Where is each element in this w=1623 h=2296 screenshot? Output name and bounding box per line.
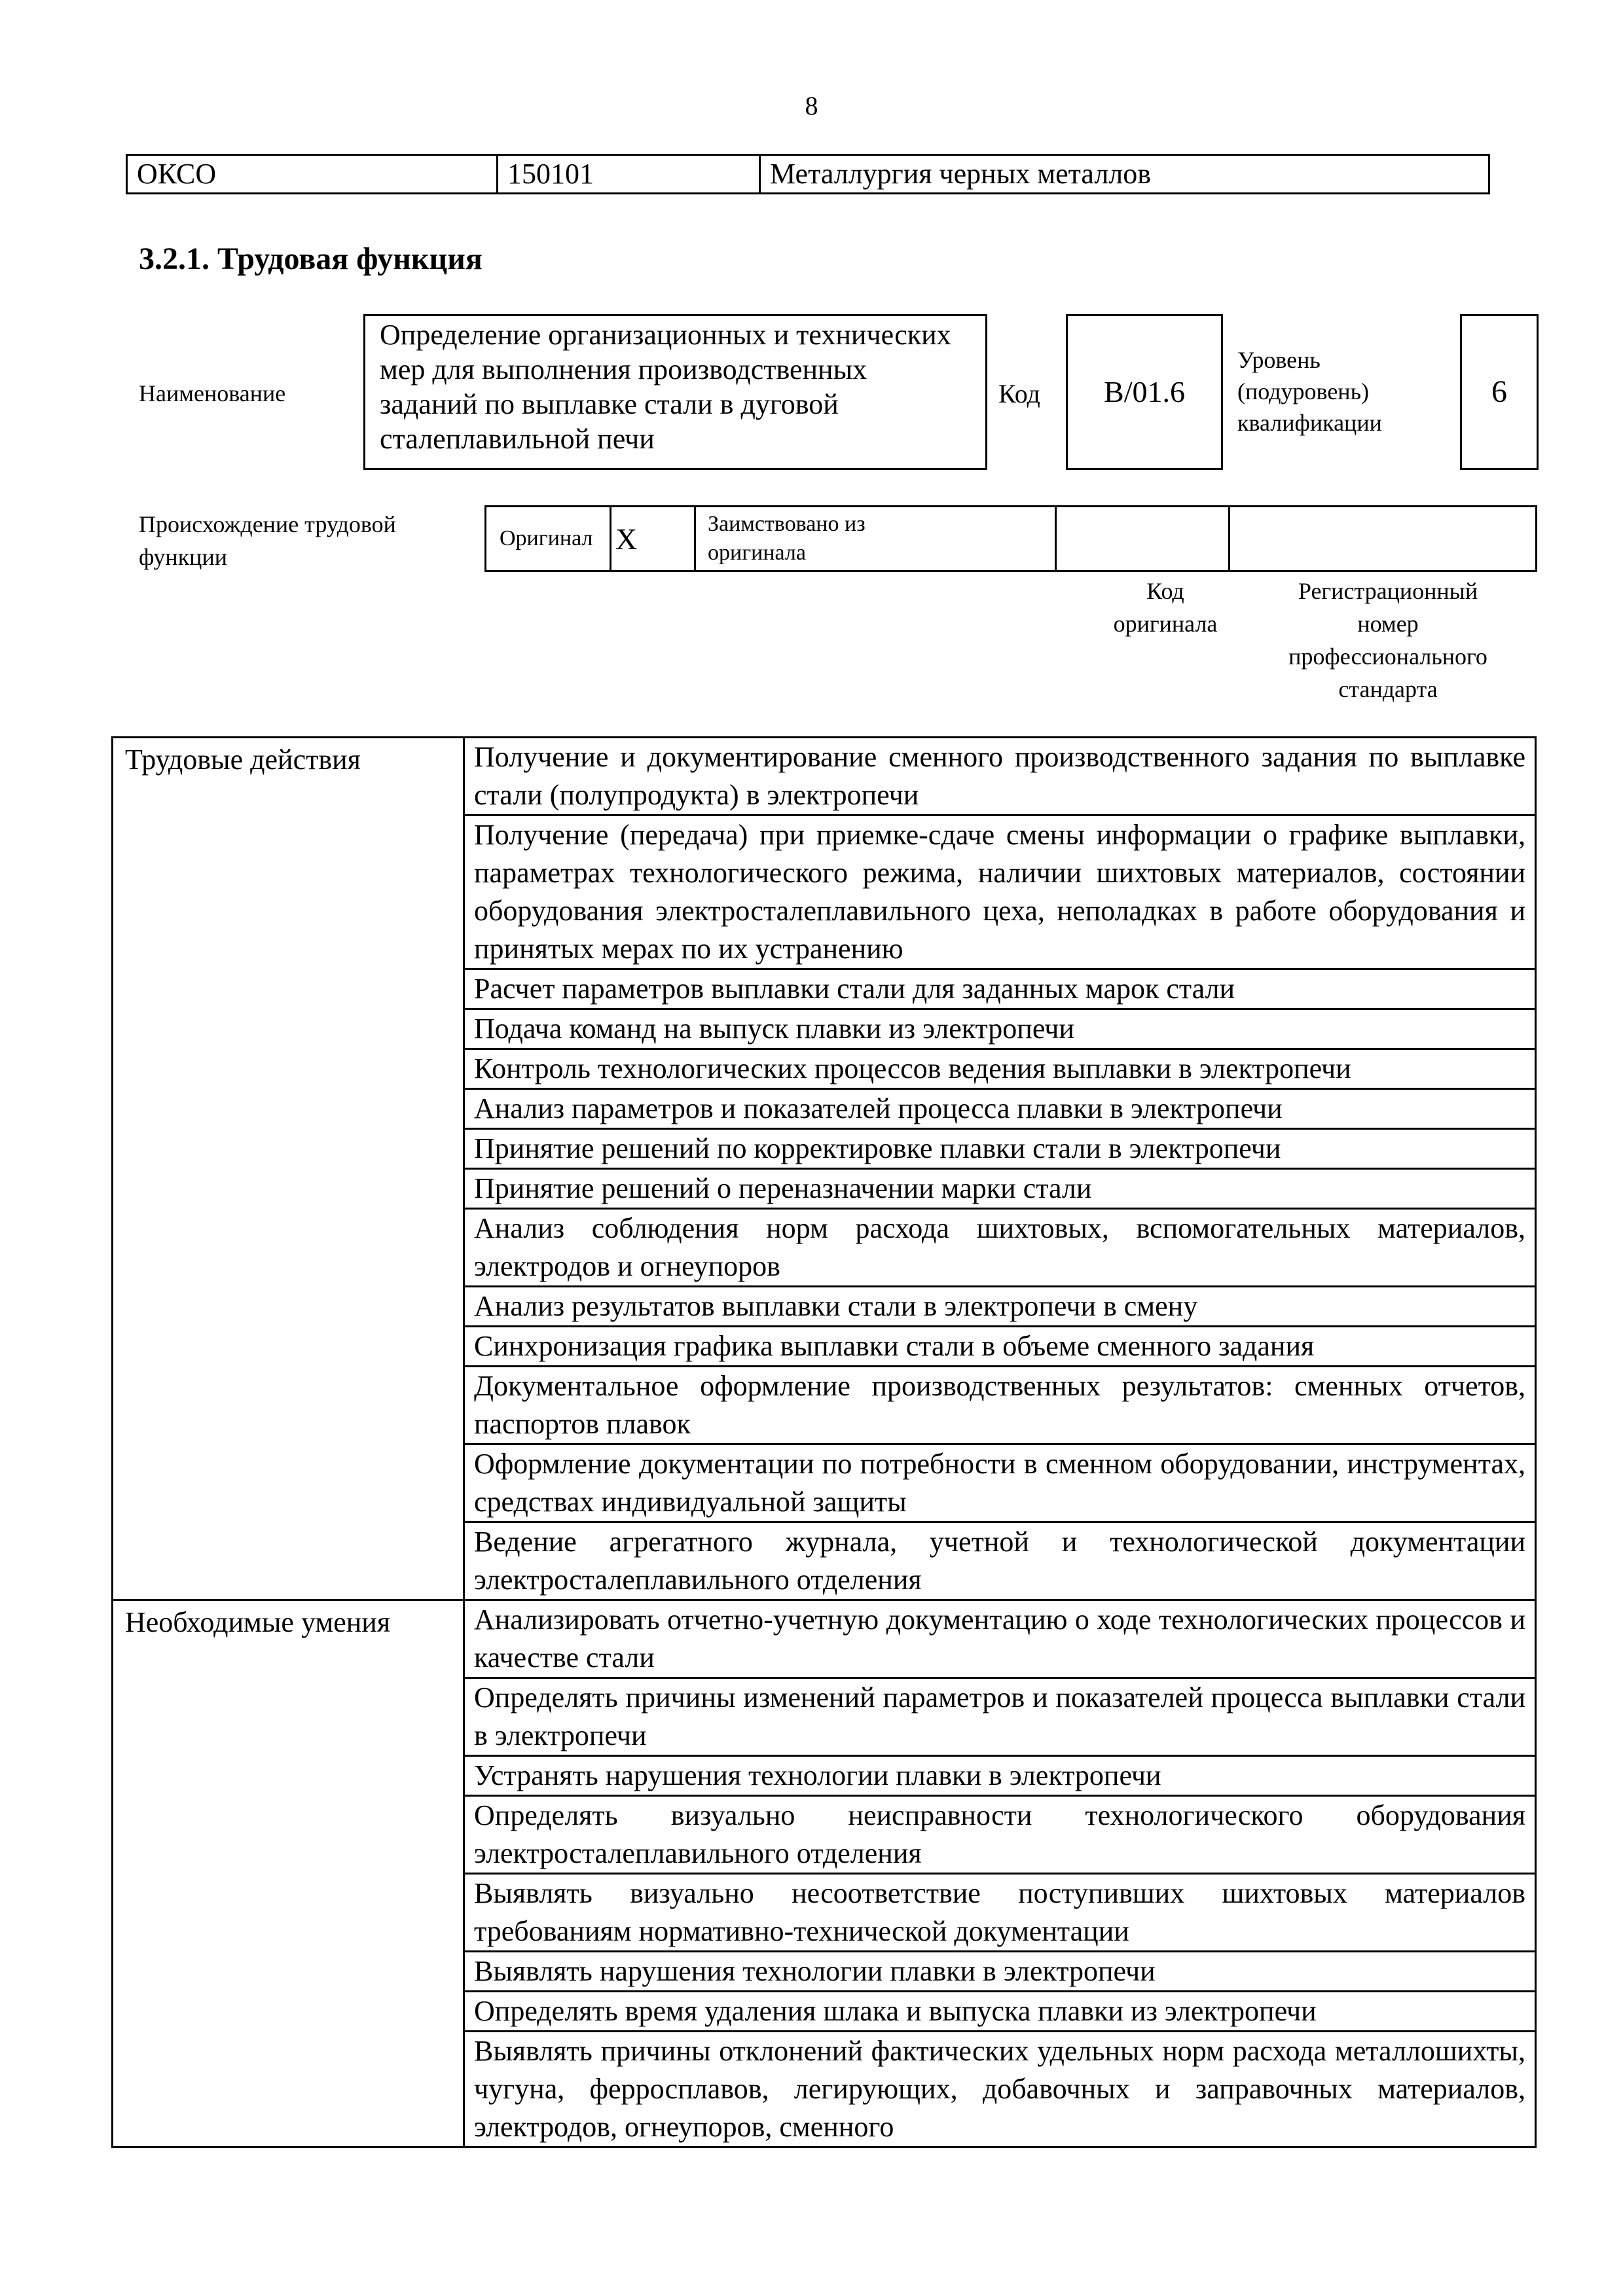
level-label-line: Уровень	[1237, 347, 1321, 373]
required-skill-item: Выявлять визуально несоответствие поступивших шихтовых материалов требованиям нормативно-технической документации	[464, 1874, 1536, 1952]
caption-line: стандарта	[1338, 676, 1438, 702]
borrowed-label-line: оригинала	[708, 541, 806, 565]
borrowed-label	[695, 507, 1056, 571]
labor-action-item: Анализ соблюдения норм расхода шихтовых, вспомогательных материалов, электродов и огнеупоров	[464, 1209, 1536, 1287]
labor-action-item: Анализ результатов выплавки стали в электропечи в смену	[464, 1287, 1536, 1327]
code-label: Код	[998, 379, 1040, 408]
required-skill-item: Анализировать отчетно-учетную документацию о ходе технологических процессов и качестве стали	[464, 1600, 1536, 1678]
labor-action-item: Анализ параметров и показателей процесса плавки в электропечи	[464, 1089, 1536, 1129]
caption-line: профессионального	[1288, 643, 1487, 670]
registration-number-caption	[1257, 575, 1519, 706]
page-number: 8	[805, 91, 818, 120]
labor-action-item: Ведение агрегатного журнала, учетной и технологической документации электросталеплавильного отделения	[464, 1522, 1536, 1600]
labor-action-item: Оформление документации по потребности в сменном оборудовании, инструментах, средствах индивидуальной защиты	[464, 1444, 1536, 1522]
registration-number-cell	[1230, 507, 1537, 571]
caption-line: оригинала	[1113, 611, 1218, 637]
function-name-value: Определение организационных и технических мер для выполнения производственных заданий по выплавке стали в дуговой сталеплавильной печи	[380, 319, 951, 455]
labor-action-label: Трудовые действия	[113, 738, 464, 1600]
level-label-line: (подуровень)	[1237, 378, 1369, 404]
origin-row	[486, 507, 1537, 571]
caption-line: номер	[1357, 611, 1419, 637]
original-code-caption	[1087, 575, 1244, 640]
origin-label-line: функции	[139, 544, 227, 570]
okso-row	[127, 155, 1489, 194]
labor-action-item: Подача команд на выпуск плавки из электропечи	[464, 1009, 1536, 1049]
required-skill-item: Устранять нарушения технологии плавки в электропечи	[464, 1756, 1536, 1796]
labor-action-row	[113, 738, 1536, 816]
required-skill-label: Необходимые умения	[113, 1600, 464, 2147]
function-name-box	[363, 314, 987, 470]
labor-action-item: Принятие решений о переназначении марки стали	[464, 1169, 1536, 1209]
labor-action-item: Синхронизация графика выплавки стали в объеме сменного задания	[464, 1327, 1536, 1367]
original-mark: X	[611, 507, 695, 571]
original-label: Оригинал	[486, 507, 611, 571]
okso-table	[126, 154, 1490, 194]
okso-code: 150101	[498, 155, 760, 194]
level-label	[1237, 344, 1382, 439]
borrowed-label-line: Заимствовано из	[708, 512, 866, 536]
labor-action-item: Получение и документирование сменного производственного задания по выплавке стали (полупродукта) в электропечи	[464, 738, 1536, 816]
okso-title: Металлургия черных металлов	[760, 155, 1489, 194]
labor-action-item: Документальное оформление производственных результатов: сменных отчетов, паспортов плавок	[464, 1367, 1536, 1444]
function-details-table	[111, 736, 1537, 2148]
required-skill-item: Определять причины изменений параметров и показателей процесса выплавки стали в электропечи	[464, 1678, 1536, 1756]
required-skill-item: Выявлять нарушения технологии плавки в электропечи	[464, 1952, 1536, 1992]
level-label-line: квалификации	[1237, 410, 1382, 436]
labor-action-item: Получение (передача) при приемке-сдаче смены информации о графике выплавки, параметрах технологического режима, наличии шихтовых материалов, состоянии оборудования электросталеплавильного цеха, неполадках в работе оборудования и принятых мерах по их устранению	[464, 816, 1536, 969]
section-title: 3.2.1. Трудовая функция	[139, 242, 483, 276]
required-skill-item: Выявлять причины отклонений фактических удельных норм расхода металлошихты, чугуна, ферросплавов, легирующих, добавочных и заправочных материалов, электродов, огнеупоров, сменного	[464, 2032, 1536, 2147]
labor-action-item: Принятие решений по корректировке плавки стали в электропечи	[464, 1129, 1536, 1169]
labor-action-item: Контроль технологических процессов ведения выплавки в электропечи	[464, 1049, 1536, 1089]
required-skill-item: Определять время удаления шлака и выпуска плавки из электропечи	[464, 1992, 1536, 2032]
required-skill-row	[113, 1600, 1536, 1678]
okso-label: ОКСО	[127, 155, 498, 194]
code-value: B/01.6	[1066, 314, 1223, 470]
origin-table	[484, 505, 1537, 572]
name-label: Наименование	[139, 380, 286, 406]
original-code-cell	[1056, 507, 1230, 571]
labor-action-item: Расчет параметров выплавки стали для заданных марок стали	[464, 969, 1536, 1009]
caption-line: Регистрационный	[1298, 578, 1478, 604]
origin-label	[139, 508, 396, 573]
caption-line: Код	[1146, 578, 1184, 604]
origin-label-line: Происхождение трудовой	[139, 511, 396, 537]
level-value: 6	[1460, 314, 1539, 470]
required-skill-item: Определять визуально неисправности технологического оборудования электросталеплавильного отделения	[464, 1796, 1536, 1874]
